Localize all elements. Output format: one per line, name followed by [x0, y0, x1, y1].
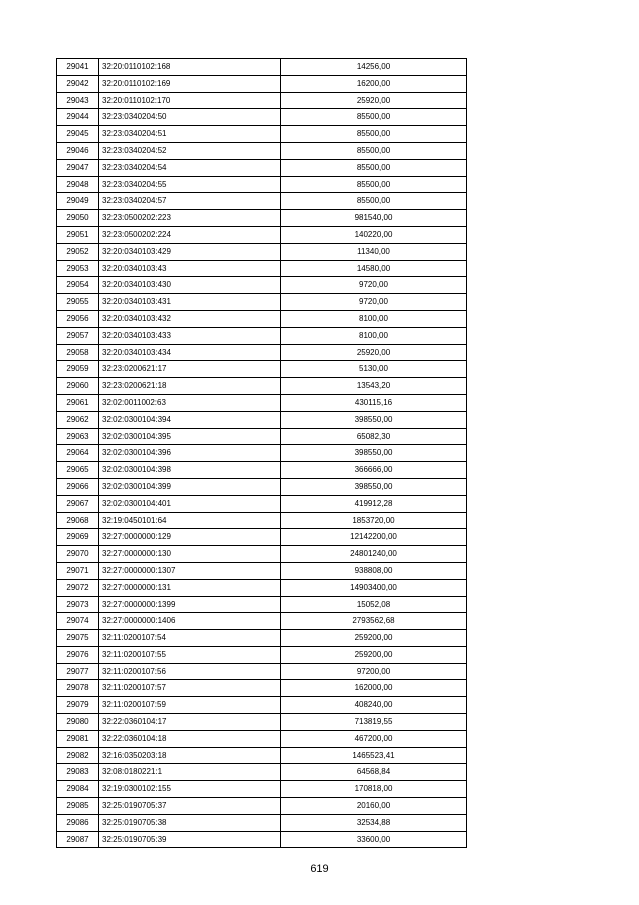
cadastral-value-cell: 1465523,41 [281, 747, 467, 764]
cadastral-number-cell: 32:23:0500202:223 [99, 210, 281, 227]
cadastral-number-cell: 32:19:0450101:64 [99, 512, 281, 529]
table-row [57, 462, 467, 479]
cadastral-number-cell: 32:27:0000000:130 [99, 546, 281, 563]
cadastral-value-cell: 64568,84 [281, 764, 467, 781]
table-row [57, 562, 467, 579]
cadastral-number-cell: 32:23:0340204:55 [99, 176, 281, 193]
cadastral-number-cell: 32:19:0300102:155 [99, 781, 281, 798]
cadastral-number-cell: 32:20:0110102:170 [99, 92, 281, 109]
row-number-cell: 29044 [57, 109, 99, 126]
cadastral-number-cell: 32:23:0340204:50 [99, 109, 281, 126]
row-number-cell: 29057 [57, 327, 99, 344]
cadastral-value-cell: 259200,00 [281, 630, 467, 647]
table-body [57, 59, 467, 848]
cadastral-number-cell: 32:27:0000000:129 [99, 529, 281, 546]
cadastral-value-cell: 85500,00 [281, 159, 467, 176]
cadastral-value-cell: 33600,00 [281, 831, 467, 848]
row-number-cell: 29053 [57, 260, 99, 277]
cadastral-value-cell: 65082,30 [281, 428, 467, 445]
row-number-cell: 29069 [57, 529, 99, 546]
row-number-cell: 29067 [57, 495, 99, 512]
row-number-cell: 29076 [57, 646, 99, 663]
cadastral-number-cell: 32:02:0011002:63 [99, 394, 281, 411]
cadastral-value-cell: 85500,00 [281, 176, 467, 193]
row-number-cell: 29078 [57, 680, 99, 697]
cadastral-value-cell: 140220,00 [281, 226, 467, 243]
table-row [57, 630, 467, 647]
cadastral-number-cell: 32:20:0110102:169 [99, 75, 281, 92]
cadastral-value-cell: 12142200,00 [281, 529, 467, 546]
row-number-cell: 29085 [57, 798, 99, 815]
row-number-cell: 29060 [57, 378, 99, 395]
cadastral-number-cell: 32:16:0350203:18 [99, 747, 281, 764]
table-row [57, 831, 467, 848]
row-number-cell: 29066 [57, 478, 99, 495]
row-number-cell: 29077 [57, 663, 99, 680]
cadastral-number-cell: 32:23:0340204:52 [99, 142, 281, 159]
cadastral-value-cell: 14256,00 [281, 59, 467, 76]
cadastral-value-cell: 85500,00 [281, 109, 467, 126]
row-number-cell: 29068 [57, 512, 99, 529]
table-row [57, 378, 467, 395]
table-row [57, 495, 467, 512]
table-row [57, 814, 467, 831]
cadastral-number-cell: 32:02:0300104:401 [99, 495, 281, 512]
cadastral-value-cell: 430115,16 [281, 394, 467, 411]
row-number-cell: 29059 [57, 361, 99, 378]
table-row [57, 478, 467, 495]
cadastral-number-cell: 32:23:0500202:224 [99, 226, 281, 243]
cadastral-number-cell: 32:02:0300104:399 [99, 478, 281, 495]
cadastral-value-cell: 85500,00 [281, 142, 467, 159]
cadastral-number-cell: 32:11:0200107:59 [99, 697, 281, 714]
cadastral-value-cell: 1853720,00 [281, 512, 467, 529]
cadastral-value-cell: 11340,00 [281, 243, 467, 260]
row-number-cell: 29043 [57, 92, 99, 109]
table-row [57, 176, 467, 193]
cadastral-number-cell: 32:02:0300104:398 [99, 462, 281, 479]
cadastral-number-cell: 32:27:0000000:1406 [99, 613, 281, 630]
row-number-cell: 29041 [57, 59, 99, 76]
cadastral-value-cell: 398550,00 [281, 445, 467, 462]
cadastral-value-cell: 259200,00 [281, 646, 467, 663]
table-row [57, 92, 467, 109]
cadastral-value-cell: 938808,00 [281, 562, 467, 579]
cadastral-value-cell: 20160,00 [281, 798, 467, 815]
table-row [57, 579, 467, 596]
cadastral-number-cell: 32:20:0110102:168 [99, 59, 281, 76]
cadastral-number-cell: 32:23:0340204:51 [99, 126, 281, 143]
cadastral-value-cell: 25920,00 [281, 92, 467, 109]
cadastral-number-cell: 32:20:0340103:430 [99, 277, 281, 294]
cadastral-value-cell: 14580,00 [281, 260, 467, 277]
row-number-cell: 29046 [57, 142, 99, 159]
cadastral-number-cell: 32:27:0000000:1399 [99, 596, 281, 613]
cadastral-number-cell: 32:08:0180221:1 [99, 764, 281, 781]
row-number-cell: 29081 [57, 730, 99, 747]
row-number-cell: 29050 [57, 210, 99, 227]
cadastral-value-cell: 398550,00 [281, 478, 467, 495]
table-row [57, 781, 467, 798]
table-row [57, 445, 467, 462]
table-row [57, 798, 467, 815]
table-row [57, 680, 467, 697]
cadastral-number-cell: 32:20:0340103:43 [99, 260, 281, 277]
row-number-cell: 29073 [57, 596, 99, 613]
table-row [57, 159, 467, 176]
cadastral-value-cell: 2793562,68 [281, 613, 467, 630]
table-row [57, 411, 467, 428]
table-row [57, 142, 467, 159]
row-number-cell: 29042 [57, 75, 99, 92]
cadastral-number-cell: 32:23:0340204:54 [99, 159, 281, 176]
cadastral-value-cell: 713819,55 [281, 714, 467, 731]
cadastral-value-cell: 85500,00 [281, 126, 467, 143]
row-number-cell: 29048 [57, 176, 99, 193]
table-row [57, 764, 467, 781]
cadastral-value-cell: 24801240,00 [281, 546, 467, 563]
table-row [57, 327, 467, 344]
table-row [57, 126, 467, 143]
cadastral-number-cell: 32:11:0200107:56 [99, 663, 281, 680]
cadastral-number-cell: 32:22:0360104:18 [99, 730, 281, 747]
table-row [57, 210, 467, 227]
cadastral-number-cell: 32:25:0190705:39 [99, 831, 281, 848]
table-row [57, 747, 467, 764]
row-number-cell: 29055 [57, 294, 99, 311]
page-number: 619 [310, 863, 329, 875]
row-number-cell: 29086 [57, 814, 99, 831]
row-number-cell: 29056 [57, 310, 99, 327]
cadastral-number-cell: 32:23:0200621:17 [99, 361, 281, 378]
row-number-cell: 29051 [57, 226, 99, 243]
cadastral-value-cell: 162000,00 [281, 680, 467, 697]
cadastral-value-cell: 366666,00 [281, 462, 467, 479]
row-number-cell: 29084 [57, 781, 99, 798]
table-row [57, 730, 467, 747]
cadastral-number-cell: 32:20:0340103:431 [99, 294, 281, 311]
cadastral-value-cell: 408240,00 [281, 697, 467, 714]
cadastral-number-cell: 32:02:0300104:394 [99, 411, 281, 428]
table-row [57, 613, 467, 630]
cadastral-value-cell: 32534,88 [281, 814, 467, 831]
row-number-cell: 29047 [57, 159, 99, 176]
row-number-cell: 29058 [57, 344, 99, 361]
cadastral-value-cell: 85500,00 [281, 193, 467, 210]
row-number-cell: 29045 [57, 126, 99, 143]
cadastral-value-cell: 9720,00 [281, 294, 467, 311]
row-number-cell: 29079 [57, 697, 99, 714]
row-number-cell: 29052 [57, 243, 99, 260]
cadastral-number-cell: 32:20:0340103:429 [99, 243, 281, 260]
cadastral-value-cell: 25920,00 [281, 344, 467, 361]
cadastral-number-cell: 32:02:0300104:395 [99, 428, 281, 445]
table-row [57, 714, 467, 731]
row-number-cell: 29080 [57, 714, 99, 731]
table-row [57, 344, 467, 361]
table-row [57, 428, 467, 445]
cadastral-value-cell: 398550,00 [281, 411, 467, 428]
row-number-cell: 29071 [57, 562, 99, 579]
row-number-cell: 29087 [57, 831, 99, 848]
cadastral-number-cell: 32:27:0000000:131 [99, 579, 281, 596]
table-row [57, 512, 467, 529]
row-number-cell: 29065 [57, 462, 99, 479]
cadastral-number-cell: 32:25:0190705:38 [99, 814, 281, 831]
table-row [57, 109, 467, 126]
row-number-cell: 29062 [57, 411, 99, 428]
row-number-cell: 29072 [57, 579, 99, 596]
cadastral-number-cell: 32:22:0360104:17 [99, 714, 281, 731]
table-row [57, 294, 467, 311]
table-row [57, 361, 467, 378]
cadastral-value-cell: 419912,28 [281, 495, 467, 512]
row-number-cell: 29082 [57, 747, 99, 764]
cadastral-number-cell: 32:02:0300104:396 [99, 445, 281, 462]
cadastral-number-cell: 32:27:0000000:1307 [99, 562, 281, 579]
row-number-cell: 29075 [57, 630, 99, 647]
table-row [57, 277, 467, 294]
cadastral-number-cell: 32:23:0200621:18 [99, 378, 281, 395]
table-row [57, 546, 467, 563]
cadastral-number-cell: 32:23:0340204:57 [99, 193, 281, 210]
table-row [57, 75, 467, 92]
row-number-cell: 29063 [57, 428, 99, 445]
cadastral-value-cell: 467200,00 [281, 730, 467, 747]
cadastral-number-cell: 32:11:0200107:57 [99, 680, 281, 697]
table-row [57, 193, 467, 210]
cadastral-value-cell: 5130,00 [281, 361, 467, 378]
cadastral-value-cell: 9720,00 [281, 277, 467, 294]
cadastral-value-cell: 14903400,00 [281, 579, 467, 596]
row-number-cell: 29061 [57, 394, 99, 411]
cadastral-number-cell: 32:11:0200107:55 [99, 646, 281, 663]
row-number-cell: 29054 [57, 277, 99, 294]
cadastral-value-cell: 170818,00 [281, 781, 467, 798]
row-number-cell: 29049 [57, 193, 99, 210]
table-row [57, 646, 467, 663]
cadastral-value-cell: 97200,00 [281, 663, 467, 680]
table-row [57, 310, 467, 327]
cadastral-value-table-container [56, 58, 467, 848]
cadastral-number-cell: 32:25:0190705:37 [99, 798, 281, 815]
cadastral-value-cell: 15052,08 [281, 596, 467, 613]
cadastral-number-cell: 32:20:0340103:433 [99, 327, 281, 344]
row-number-cell: 29083 [57, 764, 99, 781]
row-number-cell: 29064 [57, 445, 99, 462]
cadastral-value-cell: 981540,00 [281, 210, 467, 227]
table-row [57, 226, 467, 243]
table-row [57, 243, 467, 260]
cadastral-value-table [56, 58, 467, 848]
cadastral-number-cell: 32:20:0340103:432 [99, 310, 281, 327]
table-row [57, 663, 467, 680]
row-number-cell: 29074 [57, 613, 99, 630]
cadastral-value-cell: 8100,00 [281, 310, 467, 327]
cadastral-value-cell: 13543,20 [281, 378, 467, 395]
cadastral-number-cell: 32:20:0340103:434 [99, 344, 281, 361]
cadastral-value-cell: 16200,00 [281, 75, 467, 92]
table-row [57, 529, 467, 546]
cadastral-number-cell: 32:11:0200107:54 [99, 630, 281, 647]
table-row [57, 697, 467, 714]
row-number-cell: 29070 [57, 546, 99, 563]
cadastral-value-cell: 8100,00 [281, 327, 467, 344]
table-row [57, 59, 467, 76]
table-row [57, 394, 467, 411]
table-row [57, 260, 467, 277]
table-row [57, 596, 467, 613]
